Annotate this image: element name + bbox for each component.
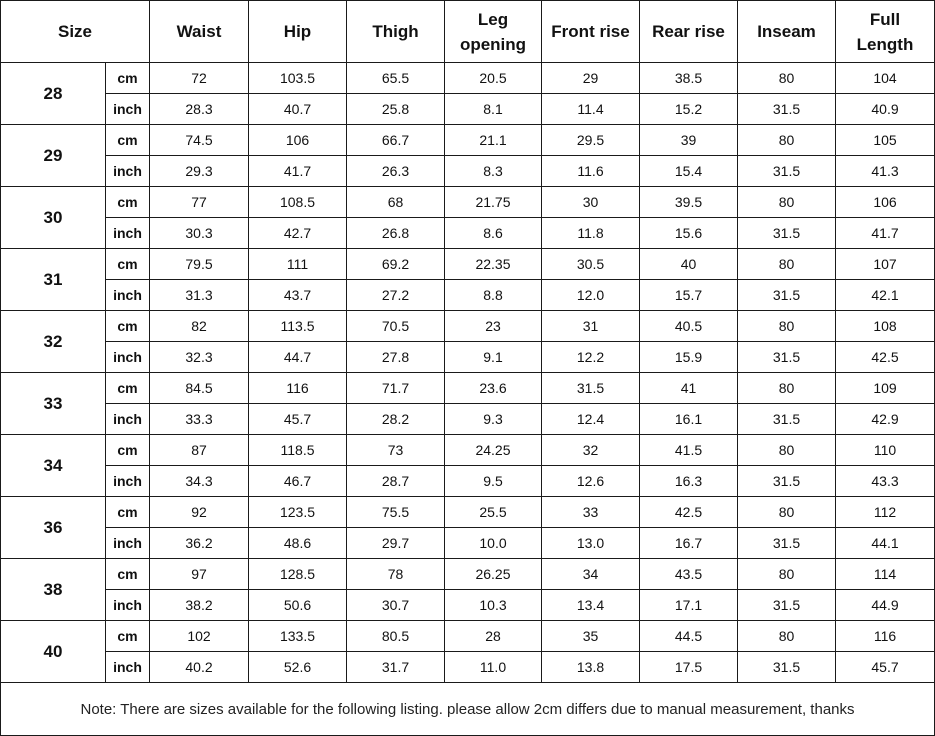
table-row <box>1 497 935 528</box>
measurement-cell: 43.7 <box>249 280 347 311</box>
measurement-cell: 103.5 <box>249 63 347 94</box>
measurement-cell: 105 <box>836 125 935 156</box>
column-header-inseam <box>738 1 836 63</box>
measurement-cell: 28 <box>445 621 542 652</box>
measurement-cell: 112 <box>836 497 935 528</box>
measurement-cell: 80 <box>738 621 836 652</box>
measurement-cell: 13.0 <box>542 528 640 559</box>
measurement-cell: 11.8 <box>542 218 640 249</box>
measurement-cell: 42.1 <box>836 280 935 311</box>
measurement-cell: 9.5 <box>445 466 542 497</box>
measurement-cell: 70.5 <box>347 311 445 342</box>
measurement-cell: 97 <box>150 559 249 590</box>
measurement-cell: 102 <box>150 621 249 652</box>
measurement-cell: 29.7 <box>347 528 445 559</box>
table-row <box>1 311 935 342</box>
column-header-thigh <box>347 1 445 63</box>
unit-label: inch <box>106 652 150 683</box>
size-label: 28 <box>1 63 106 125</box>
measurement-cell: 133.5 <box>249 621 347 652</box>
measurement-cell: 45.7 <box>836 652 935 683</box>
measurement-cell: 17.5 <box>640 652 738 683</box>
measurement-cell: 80 <box>738 559 836 590</box>
size-label: 36 <box>1 497 106 559</box>
measurement-cell: 31.5 <box>738 404 836 435</box>
measurement-cell: 80 <box>738 497 836 528</box>
measurement-cell: 42.5 <box>836 342 935 373</box>
measurement-cell: 80 <box>738 311 836 342</box>
table-row <box>1 280 935 311</box>
size-label: 33 <box>1 373 106 435</box>
measurement-cell: 78 <box>347 559 445 590</box>
measurement-cell: 26.3 <box>347 156 445 187</box>
measurement-cell: 29.3 <box>150 156 249 187</box>
measurement-cell: 123.5 <box>249 497 347 528</box>
measurement-cell: 44.1 <box>836 528 935 559</box>
measurement-cell: 33 <box>542 497 640 528</box>
unit-label: inch <box>106 404 150 435</box>
measurement-cell: 41.7 <box>836 218 935 249</box>
column-header-hip <box>249 1 347 63</box>
measurement-cell: 26.25 <box>445 559 542 590</box>
measurement-cell: 106 <box>836 187 935 218</box>
measurement-cell: 31.5 <box>738 94 836 125</box>
measurement-cell: 15.4 <box>640 156 738 187</box>
table-row <box>1 342 935 373</box>
measurement-cell: 12.2 <box>542 342 640 373</box>
measurement-cell: 12.4 <box>542 404 640 435</box>
size-label: 30 <box>1 187 106 249</box>
measurement-cell: 31.5 <box>738 156 836 187</box>
measurement-cell: 42.5 <box>640 497 738 528</box>
measurement-cell: 106 <box>249 125 347 156</box>
measurement-cell: 41.5 <box>640 435 738 466</box>
measurement-cell: 31.5 <box>738 652 836 683</box>
column-header-line: Front rise <box>551 22 630 41</box>
measurement-cell: 23.6 <box>445 373 542 404</box>
unit-label: cm <box>106 373 150 404</box>
measurement-cell: 128.5 <box>249 559 347 590</box>
measurement-cell: 21.1 <box>445 125 542 156</box>
unit-label: cm <box>106 63 150 94</box>
measurement-cell: 17.1 <box>640 590 738 621</box>
measurement-cell: 9.3 <box>445 404 542 435</box>
measurement-cell: 31.5 <box>542 373 640 404</box>
measurement-cell: 40 <box>640 249 738 280</box>
measurement-cell: 80 <box>738 435 836 466</box>
header-row <box>1 1 935 63</box>
unit-label: cm <box>106 435 150 466</box>
unit-label: cm <box>106 311 150 342</box>
measurement-cell: 27.8 <box>347 342 445 373</box>
measurement-cell: 8.1 <box>445 94 542 125</box>
measurement-cell: 44.9 <box>836 590 935 621</box>
measurement-cell: 75.5 <box>347 497 445 528</box>
measurement-cell: 31.5 <box>738 342 836 373</box>
unit-label: cm <box>106 125 150 156</box>
measurement-cell: 28.3 <box>150 94 249 125</box>
measurement-cell: 44.7 <box>249 342 347 373</box>
measurement-cell: 104 <box>836 63 935 94</box>
measurement-cell: 12.0 <box>542 280 640 311</box>
measurement-cell: 31.5 <box>738 466 836 497</box>
measurement-cell: 72 <box>150 63 249 94</box>
table-row <box>1 528 935 559</box>
measurement-cell: 108.5 <box>249 187 347 218</box>
unit-label: cm <box>106 559 150 590</box>
measurement-cell: 40.9 <box>836 94 935 125</box>
unit-label: inch <box>106 94 150 125</box>
measurement-cell: 32 <box>542 435 640 466</box>
measurement-cell: 11.6 <box>542 156 640 187</box>
measurement-cell: 41.3 <box>836 156 935 187</box>
measurement-cell: 36.2 <box>150 528 249 559</box>
table-row <box>1 218 935 249</box>
measurement-cell: 41 <box>640 373 738 404</box>
column-header-rear-rise <box>640 1 738 63</box>
measurement-cell: 114 <box>836 559 935 590</box>
measurement-cell: 40.5 <box>640 311 738 342</box>
table-row <box>1 559 935 590</box>
measurement-cell: 23 <box>445 311 542 342</box>
measurement-cell: 29.5 <box>542 125 640 156</box>
measurement-cell: 29 <box>542 63 640 94</box>
column-header-waist <box>150 1 249 63</box>
unit-label: cm <box>106 187 150 218</box>
measurement-cell: 24.25 <box>445 435 542 466</box>
table-row <box>1 466 935 497</box>
size-label: 34 <box>1 435 106 497</box>
measurement-cell: 77 <box>150 187 249 218</box>
unit-label: inch <box>106 280 150 311</box>
size-header: Size <box>1 1 150 63</box>
measurement-cell: 26.8 <box>347 218 445 249</box>
column-header-line: Full <box>869 9 901 29</box>
measurement-cell: 28.2 <box>347 404 445 435</box>
measurement-cell: 87 <box>150 435 249 466</box>
measurement-cell: 31.7 <box>347 652 445 683</box>
column-header-line: Hip <box>283 22 312 41</box>
table-row <box>1 652 935 683</box>
measurement-cell: 21.75 <box>445 187 542 218</box>
measurement-cell: 80 <box>738 125 836 156</box>
measurement-cell: 34.3 <box>150 466 249 497</box>
measurement-cell: 10.0 <box>445 528 542 559</box>
column-header-line: opening <box>459 34 527 54</box>
measurement-cell: 46.7 <box>249 466 347 497</box>
measurement-cell: 52.6 <box>249 652 347 683</box>
measurement-cell: 16.7 <box>640 528 738 559</box>
measurement-cell: 30.3 <box>150 218 249 249</box>
size-label: 40 <box>1 621 106 683</box>
measurement-cell: 13.8 <box>542 652 640 683</box>
measurement-cell: 82 <box>150 311 249 342</box>
measurement-cell: 116 <box>249 373 347 404</box>
measurement-cell: 8.8 <box>445 280 542 311</box>
measurement-cell: 41.7 <box>249 156 347 187</box>
measurement-cell: 66.7 <box>347 125 445 156</box>
measurement-cell: 38.5 <box>640 63 738 94</box>
unit-label: inch <box>106 218 150 249</box>
measurement-cell: 11.4 <box>542 94 640 125</box>
measurement-cell: 73 <box>347 435 445 466</box>
measurement-cell: 35 <box>542 621 640 652</box>
unit-label: inch <box>106 466 150 497</box>
table-row <box>1 125 935 156</box>
measurement-cell: 22.35 <box>445 249 542 280</box>
table-row <box>1 435 935 466</box>
measurement-cell: 30 <box>542 187 640 218</box>
measurement-cell: 25.5 <box>445 497 542 528</box>
unit-label: cm <box>106 249 150 280</box>
table-row <box>1 94 935 125</box>
measurement-cell: 16.1 <box>640 404 738 435</box>
measurement-cell: 42.9 <box>836 404 935 435</box>
measurement-cell: 8.3 <box>445 156 542 187</box>
measurement-cell: 13.4 <box>542 590 640 621</box>
measurement-cell: 39.5 <box>640 187 738 218</box>
measurement-cell: 80 <box>738 249 836 280</box>
measurement-cell: 27.2 <box>347 280 445 311</box>
table-row <box>1 187 935 218</box>
measurement-cell: 68 <box>347 187 445 218</box>
table-body <box>1 63 935 683</box>
measurement-cell: 30.7 <box>347 590 445 621</box>
measurement-cell: 32.3 <box>150 342 249 373</box>
measurement-cell: 34 <box>542 559 640 590</box>
measurement-cell: 42.7 <box>249 218 347 249</box>
unit-label: inch <box>106 590 150 621</box>
table-row <box>1 249 935 280</box>
measurement-cell: 15.2 <box>640 94 738 125</box>
measurement-cell: 108 <box>836 311 935 342</box>
measurement-cell: 40.7 <box>249 94 347 125</box>
measurement-cell: 48.6 <box>249 528 347 559</box>
unit-label: inch <box>106 528 150 559</box>
unit-label: cm <box>106 621 150 652</box>
column-header-line: Length <box>856 34 914 54</box>
measurement-cell: 74.5 <box>150 125 249 156</box>
measurement-cell: 30.5 <box>542 249 640 280</box>
measurement-cell: 65.5 <box>347 63 445 94</box>
measurement-cell: 8.6 <box>445 218 542 249</box>
measurement-cell: 80 <box>738 187 836 218</box>
measurement-cell: 43.3 <box>836 466 935 497</box>
measurement-cell: 84.5 <box>150 373 249 404</box>
column-header-leg-opening <box>445 1 542 63</box>
measurement-cell: 12.6 <box>542 466 640 497</box>
column-header-line: Waist <box>176 22 222 41</box>
measurement-cell: 15.7 <box>640 280 738 311</box>
size-label: 32 <box>1 311 106 373</box>
table-row <box>1 156 935 187</box>
measurement-cell: 16.3 <box>640 466 738 497</box>
note-text: Note: There are sizes available for the following listing. please allow 2cm differs due to manual measurement, thanks <box>1 683 935 736</box>
unit-label: inch <box>106 342 150 373</box>
measurement-cell: 43.5 <box>640 559 738 590</box>
column-header-full-length <box>836 1 935 63</box>
measurement-cell: 50.6 <box>249 590 347 621</box>
measurement-cell: 33.3 <box>150 404 249 435</box>
size-label: 38 <box>1 559 106 621</box>
measurement-cell: 110 <box>836 435 935 466</box>
table-row <box>1 63 935 94</box>
unit-label: inch <box>106 156 150 187</box>
size-label: 31 <box>1 249 106 311</box>
unit-label: cm <box>106 497 150 528</box>
measurement-cell: 31.5 <box>738 280 836 311</box>
measurement-cell: 9.1 <box>445 342 542 373</box>
measurement-cell: 40.2 <box>150 652 249 683</box>
measurement-cell: 71.7 <box>347 373 445 404</box>
measurement-cell: 44.5 <box>640 621 738 652</box>
table-row <box>1 590 935 621</box>
column-header-line: Inseam <box>757 22 816 41</box>
column-header-line: Leg <box>477 9 509 29</box>
measurement-cell: 25.8 <box>347 94 445 125</box>
measurement-cell: 80 <box>738 63 836 94</box>
measurement-cell: 79.5 <box>150 249 249 280</box>
measurement-cell: 92 <box>150 497 249 528</box>
measurement-cell: 109 <box>836 373 935 404</box>
measurement-cell: 11.0 <box>445 652 542 683</box>
measurement-cell: 80.5 <box>347 621 445 652</box>
size-label: 29 <box>1 125 106 187</box>
measurement-cell: 10.3 <box>445 590 542 621</box>
measurement-cell: 31.5 <box>738 528 836 559</box>
measurement-cell: 45.7 <box>249 404 347 435</box>
measurement-cell: 80 <box>738 373 836 404</box>
column-header-line: Rear rise <box>652 22 725 41</box>
measurement-cell: 113.5 <box>249 311 347 342</box>
table-row <box>1 621 935 652</box>
measurement-cell: 31.5 <box>738 218 836 249</box>
column-header-line: Thigh <box>372 22 419 41</box>
measurement-cell: 31.5 <box>738 590 836 621</box>
measurement-cell: 28.7 <box>347 466 445 497</box>
table-row <box>1 404 935 435</box>
measurement-cell: 107 <box>836 249 935 280</box>
measurement-cell: 116 <box>836 621 935 652</box>
measurement-cell: 31.3 <box>150 280 249 311</box>
column-header-front-rise <box>542 1 640 63</box>
measurement-cell: 31 <box>542 311 640 342</box>
measurement-cell: 118.5 <box>249 435 347 466</box>
measurement-cell: 39 <box>640 125 738 156</box>
measurement-cell: 20.5 <box>445 63 542 94</box>
measurement-cell: 38.2 <box>150 590 249 621</box>
measurement-cell: 15.6 <box>640 218 738 249</box>
table-row <box>1 373 935 404</box>
measurement-cell: 111 <box>249 249 347 280</box>
measurement-cell: 15.9 <box>640 342 738 373</box>
measurement-cell: 69.2 <box>347 249 445 280</box>
